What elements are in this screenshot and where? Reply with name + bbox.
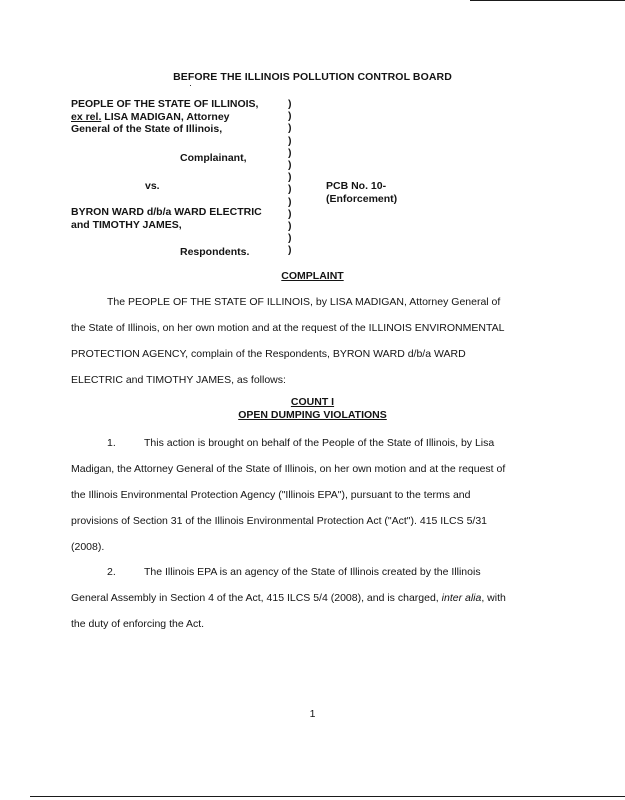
paren: ) (288, 158, 292, 171)
paren: ) (288, 232, 292, 245)
page-number: 1 (309, 708, 316, 720)
paragraph-1-line: the Illinois Environmental Protection Agency ("Illinois EPA"), pursuant to the terms and (71, 489, 471, 501)
intro-line: the State of Illinois, on her own motion and at the request of the ILLINOIS ENVIRONMENTAL (71, 322, 505, 334)
plaintiff-block (71, 98, 286, 136)
paragraph-2-line (71, 592, 506, 604)
intro-line: PROTECTION AGENCY, complain of the Respondents, BYRON WARD d/b/a WARD (71, 348, 466, 360)
paren: ) (288, 219, 292, 232)
intro-line: The PEOPLE OF THE STATE OF ILLINOIS, by LISA MADIGAN, Attorney General of (107, 296, 501, 308)
case-number-block (326, 180, 397, 205)
paren: ) (288, 134, 292, 147)
board-title: BEFORE THE ILLINOIS POLLUTION CONTROL BOARD (173, 71, 452, 83)
paragraph-1-line: This action is brought on behalf of the People of the State of Illinois, by Lisa (144, 437, 495, 449)
paren: ) (288, 122, 292, 135)
paragraph-1-line: Madigan, the Attorney General of the State of Illinois, on her own motion and at the request of (71, 463, 506, 475)
scan-speck (190, 85, 191, 86)
plaintiff-line-2 (71, 111, 286, 124)
plaintiff-line-1: PEOPLE OF THE STATE OF ILLINOIS, (71, 98, 259, 110)
vs-label: vs. (145, 180, 160, 192)
paren: ) (288, 244, 292, 257)
paragraph-2-text: , with (481, 592, 506, 604)
complaint-heading: COMPLAINT (281, 270, 344, 282)
paren: ) (288, 195, 292, 208)
scan-border-top (470, 0, 625, 1)
paragraph-number: 2. (107, 566, 116, 578)
paren: ) (288, 110, 292, 123)
plaintiff-line-2-rest: LISA MADIGAN, Attorney (101, 110, 230, 123)
inter-alia: inter alia (441, 592, 482, 604)
paren: ) (288, 171, 292, 184)
paren: ) (288, 146, 292, 159)
paren: ) (288, 207, 292, 220)
plaintiff-line-3: General of the State of Illinois, (71, 123, 223, 135)
paragraph-1-line: (2008). (71, 541, 105, 553)
paragraph-number: 1. (107, 437, 116, 449)
count-heading (0, 396, 625, 421)
respondent-line-1: BYRON WARD d/b/a WARD ELECTRIC (71, 206, 262, 218)
scan-border-bottom (30, 796, 625, 797)
case-number: PCB No. 10- (326, 180, 387, 192)
complainant-label: Complainant, (180, 152, 247, 164)
respondent-block (71, 206, 286, 231)
ex-rel: ex rel. (71, 110, 102, 123)
intro-line: ELECTRIC and TIMOTHY JAMES, as follows: (71, 374, 286, 386)
case-type: (Enforcement) (326, 192, 398, 205)
respondent-line-2: and TIMOTHY JAMES, (71, 218, 182, 231)
paragraph-2-line: the duty of enforcing the Act. (71, 618, 205, 630)
paragraph-1-line: provisions of Section 31 of the Illinois Environmental Protection Act ("Act"). 415 ILCS 5/31 (71, 515, 488, 527)
count-number: COUNT I (290, 396, 335, 408)
respondents-label: Respondents. (180, 246, 250, 258)
caption-paren-column (288, 98, 292, 256)
count-title: OPEN DUMPING VIOLATIONS (238, 408, 387, 421)
paragraph-2-line: The Illinois EPA is an agency of the State of Illinois created by the Illinois (144, 566, 481, 578)
paragraph-2-text: General Assembly in Section 4 of the Act, 415 ILCS 5/4 (2008), and is charged, (71, 592, 442, 604)
paren: ) (288, 183, 292, 196)
paren: ) (288, 98, 292, 110)
